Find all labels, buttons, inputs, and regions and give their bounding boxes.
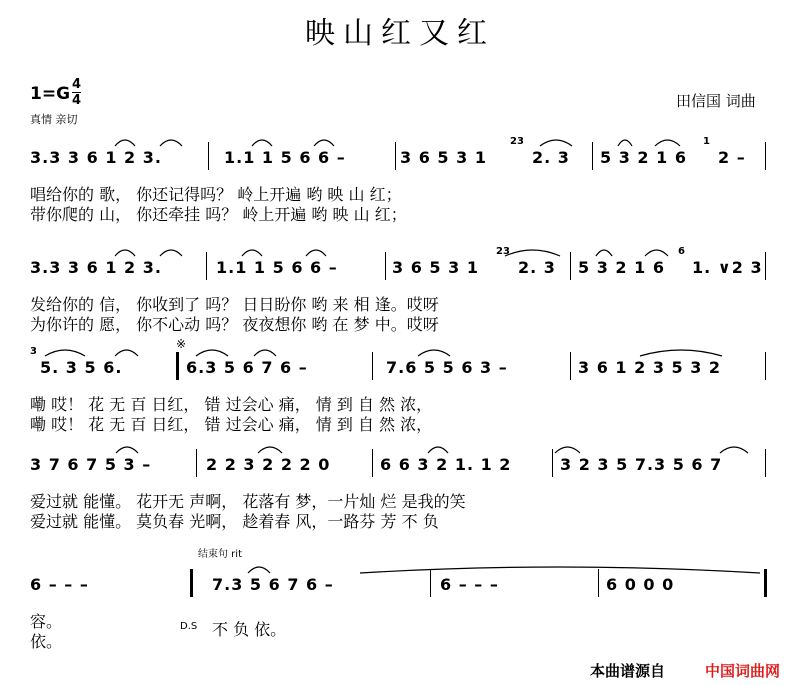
grace-note: 23 bbox=[496, 246, 510, 257]
note-group: 5 3 2 1 6 bbox=[578, 258, 665, 277]
meter-top: 4 bbox=[72, 77, 82, 92]
note-group: 3 6 5 3 1 bbox=[400, 148, 487, 167]
note-group: 6 0 0 0 bbox=[606, 575, 675, 594]
grace-note: 1 bbox=[703, 136, 710, 147]
slur bbox=[258, 447, 282, 453]
note-group: 3.3 3 6 1 2 3. bbox=[30, 148, 162, 167]
note-group: 7.6 5 5 6 3 – bbox=[386, 358, 508, 377]
composer-credit: 田信国 词曲 bbox=[676, 92, 756, 110]
note-group: 6 – – – bbox=[440, 575, 499, 594]
slur bbox=[248, 567, 270, 573]
slur bbox=[655, 140, 680, 146]
slur bbox=[314, 140, 334, 146]
lyric-extra: 不 负 依。 bbox=[212, 620, 287, 639]
site-label[interactable]: 中国词曲网 bbox=[705, 662, 781, 680]
slur-layer bbox=[0, 242, 800, 282]
slur bbox=[645, 250, 668, 256]
lyric-line: 容。 bbox=[30, 612, 63, 631]
note-group: 2 2 3 2 2 2 0 bbox=[206, 455, 331, 474]
slur bbox=[505, 250, 560, 256]
lyric-line: 爱过就 能懂。 莫负春 光啊， 趁着春 风，一路芬 芳 不 负 bbox=[30, 512, 439, 531]
note-group: 2. 3 bbox=[518, 258, 556, 277]
slur bbox=[115, 350, 138, 356]
slur bbox=[540, 140, 572, 146]
slur bbox=[596, 250, 612, 256]
grace-note: 23 bbox=[510, 136, 524, 147]
note-group: 2. 3 bbox=[532, 148, 570, 167]
note-group: 6 – – – bbox=[30, 575, 89, 594]
slur bbox=[252, 140, 272, 146]
lyric-line: 发给你的 信， 你收到了 吗？ 日日盼你 哟 来 相 逢。哎呀 bbox=[30, 295, 439, 314]
slur bbox=[160, 140, 182, 146]
slur-layer bbox=[0, 132, 800, 172]
time-signature bbox=[72, 78, 81, 107]
source-label: 本曲谱源自 bbox=[590, 662, 666, 680]
slur bbox=[618, 140, 632, 146]
slur-layer bbox=[0, 559, 800, 599]
expression-mark: 真情 亲切 bbox=[30, 113, 78, 126]
ending-note: 结束句 rit bbox=[198, 549, 242, 560]
slur bbox=[116, 447, 138, 453]
note-group: 3 6 1 2 3 5 3 2 bbox=[578, 358, 722, 377]
note-group: 1.1 1 5 6 6 – bbox=[216, 258, 338, 277]
slur bbox=[306, 250, 326, 256]
note-group: 3 6 5 3 1 bbox=[392, 258, 479, 277]
grace-note: 6 bbox=[678, 246, 685, 257]
note-group: 1. ∨2 3 bbox=[692, 258, 763, 277]
note-group: 6 6 3 2 1. 1 2 bbox=[380, 455, 512, 474]
grace-note: 3 bbox=[30, 346, 37, 357]
slur bbox=[428, 447, 448, 453]
slur bbox=[115, 250, 135, 256]
segno-sign: ※ bbox=[176, 337, 187, 351]
slur-layer bbox=[0, 439, 800, 479]
lyric-line: 爱过就 能懂。 花开无 声啊， 花落有 梦，一片灿 烂 是我的笑 bbox=[30, 492, 466, 511]
lyric-line: 唱给你的 歌， 你还记得吗？ 岭上开遍 哟 映 山 红； bbox=[30, 185, 402, 204]
note-group: 6.3 5 6 7 6 – bbox=[186, 358, 308, 377]
note-group: 3 2 3 5 7.3 5 6 7 bbox=[560, 455, 723, 474]
slur bbox=[196, 350, 228, 356]
lyric-line: 带你爬的 山， 你还牵挂 吗？ 岭上开遍 哟 映 山 红； bbox=[30, 205, 407, 224]
slur-layer bbox=[0, 342, 800, 382]
note-group: 5. 3 5 6. bbox=[40, 358, 123, 377]
lyric-extra: D.S bbox=[180, 621, 198, 632]
slur bbox=[160, 250, 182, 256]
key-signature: 1=G bbox=[30, 84, 71, 104]
note-group: 7.3 5 6 7 6 – bbox=[212, 575, 334, 594]
lyric-line: 依。 bbox=[30, 632, 63, 651]
lyric-line: 为你许的 愿， 你不心动 吗？ 夜夜想你 哟 在 梦 中。哎呀 bbox=[30, 315, 439, 334]
meter-bottom: 4 bbox=[72, 93, 82, 108]
slur bbox=[242, 250, 262, 256]
note-group: 2 – bbox=[718, 148, 746, 167]
slur bbox=[45, 350, 85, 356]
slur bbox=[254, 350, 276, 356]
note-group: 3.3 3 6 1 2 3. bbox=[30, 258, 162, 277]
lyric-line: 嘞 哎！ 花 无 百 日红， 错 过会心 痛， 情 到 自 然 浓， bbox=[30, 415, 433, 434]
slur bbox=[418, 350, 450, 356]
note-group: 3 7 6 7 5 3 – bbox=[30, 455, 152, 474]
slur bbox=[720, 447, 748, 453]
slur bbox=[640, 350, 722, 356]
page-title: 映山红又红 bbox=[305, 16, 495, 51]
lyric-line: 嘞 哎！ 花 无 百 日红， 错 过会心 痛， 情 到 自 然 浓， bbox=[30, 395, 433, 414]
note-group: 5 3 2 1 6 bbox=[600, 148, 687, 167]
note-group: 1.1 1 5 6 6 – bbox=[224, 148, 346, 167]
slur bbox=[360, 567, 760, 573]
slur bbox=[115, 140, 135, 146]
slur bbox=[555, 447, 580, 453]
